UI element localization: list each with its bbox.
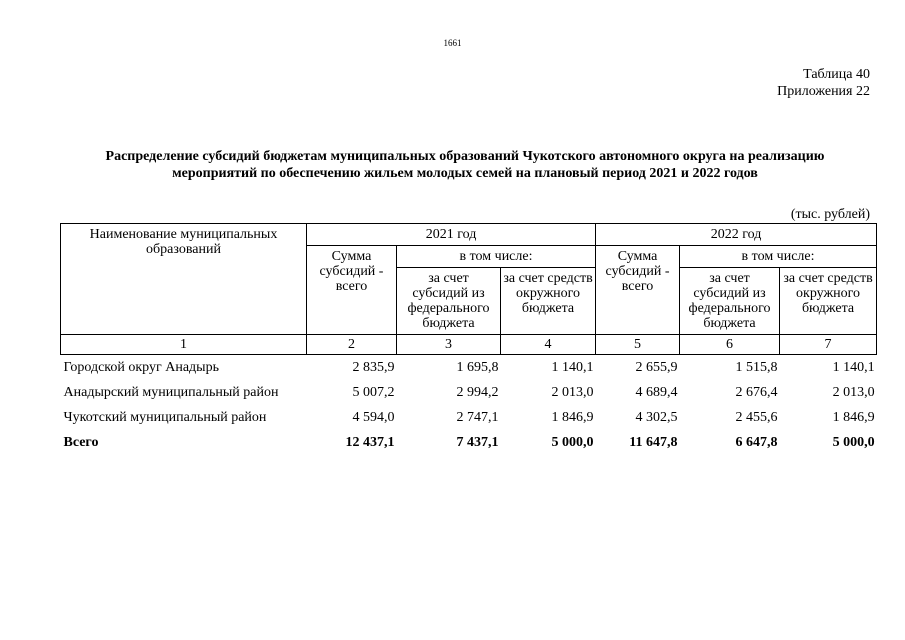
municipality-name: Городской округ Анадырь	[63, 359, 219, 375]
table-cell: 1 695,8	[456, 359, 499, 375]
municipality-name: Чукотский муниципальный район	[63, 409, 267, 425]
table-cell: 2 455,6	[735, 409, 778, 425]
total-cell: 7 437,1	[456, 434, 499, 450]
table-cell: 2 655,9	[635, 359, 678, 375]
column-number: 6	[680, 335, 780, 355]
table-cell: 4 594,0	[352, 409, 395, 425]
table-row	[61, 405, 877, 430]
table-row	[61, 355, 877, 381]
table-cell: 2 676,4	[735, 384, 778, 400]
total-row	[61, 430, 877, 455]
table-label: Таблица 40	[803, 67, 870, 82]
table-cell: 2 835,9	[352, 359, 395, 375]
header-district-2021: за счет средств окружного бюджета	[501, 268, 596, 335]
appendix-reference	[777, 66, 870, 100]
table-cell: 1 140,1	[832, 359, 875, 375]
table-cell: 4 302,5	[635, 409, 678, 425]
total-cell: 5 000,0	[551, 434, 594, 450]
municipality-name: Анадырский муниципальный район	[63, 384, 279, 400]
subsidy-table	[60, 223, 877, 455]
total-label: Всего	[63, 434, 99, 450]
total-cell: 11 647,8	[629, 434, 678, 450]
page-number: 1661	[443, 38, 462, 48]
column-number: 5	[596, 335, 680, 355]
header-total-2022: Сумма субсидий - всего	[596, 246, 680, 335]
table-cell: 1 846,9	[832, 409, 875, 425]
total-cell: 12 437,1	[345, 434, 395, 450]
document-title	[60, 148, 870, 182]
table-cell: 4 689,4	[635, 384, 678, 400]
total-cell: 6 647,8	[735, 434, 778, 450]
table-cell: 2 994,2	[456, 384, 499, 400]
header-year-2021: 2021 год	[307, 224, 596, 246]
table-row	[61, 380, 877, 405]
table-cell: 2 747,1	[456, 409, 499, 425]
header-federal-2022: за счет субсидий из федерального бюджета	[680, 268, 780, 335]
header-including-2022: в том числе:	[680, 246, 877, 268]
table-cell: 5 007,2	[352, 384, 395, 400]
header-district-2022: за счет средств окружного бюджета	[780, 268, 877, 335]
table-cell: 1 140,1	[551, 359, 594, 375]
header-including-2021: в том числе:	[397, 246, 596, 268]
total-cell: 5 000,0	[832, 434, 875, 450]
table-cell: 2 013,0	[832, 384, 875, 400]
header-year-2022: 2022 год	[596, 224, 877, 246]
column-number-row	[61, 335, 877, 355]
header-total-2021: Сумма субсидий - всего	[307, 246, 397, 335]
header-municipality: Наименование муниципальных образований	[61, 224, 307, 335]
appendix-label: Приложения 22	[777, 84, 870, 99]
column-number: 3	[397, 335, 501, 355]
table-cell: 1 846,9	[551, 409, 594, 425]
title-line-2: мероприятий по обеспечению жильем молодых семей на плановый период 2021 и 2022 годов	[172, 166, 758, 181]
column-number: 4	[501, 335, 596, 355]
table-cell: 2 013,0	[551, 384, 594, 400]
header-federal-2021: за счет субсидий из федерального бюджета	[397, 268, 501, 335]
units-label: (тыс. рублей)	[790, 207, 870, 222]
column-number: 2	[307, 335, 397, 355]
table-cell: 1 515,8	[735, 359, 778, 375]
title-line-1: Распределение субсидий бюджетам муниципальных образований Чукотского автономного округа на реализацию	[105, 149, 825, 164]
column-number: 7	[780, 335, 877, 355]
column-number: 1	[61, 335, 307, 355]
